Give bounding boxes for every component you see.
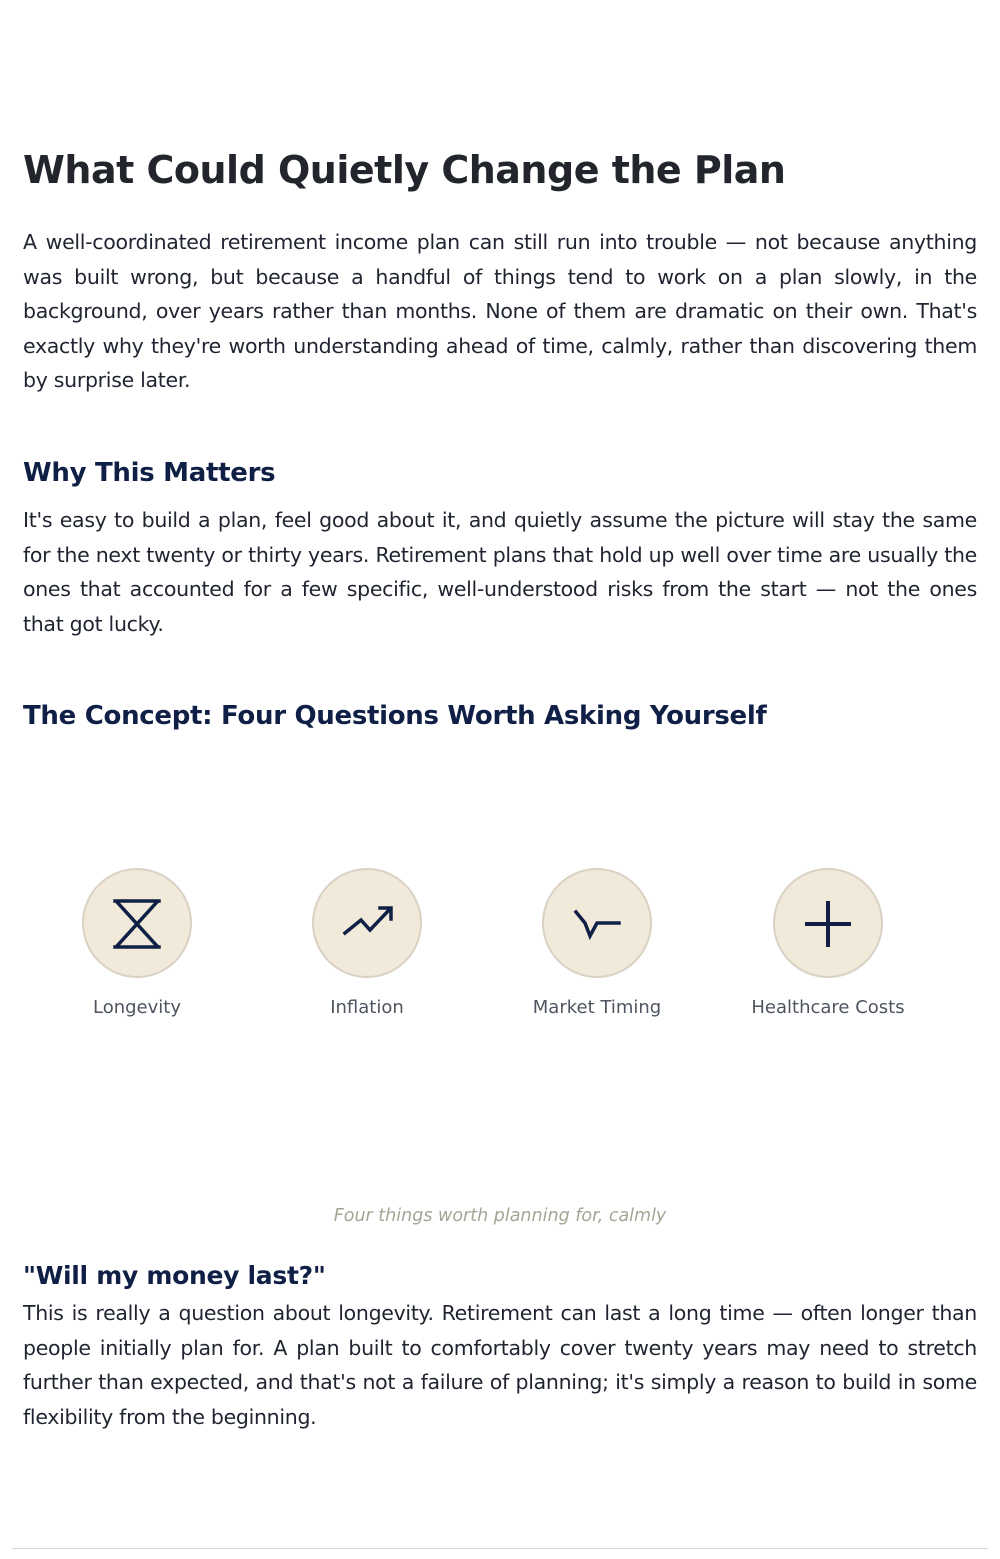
- concept-label: Healthcare Costs: [751, 997, 905, 1018]
- concept-icon-circle: [773, 868, 883, 978]
- concept-label: Inflation: [330, 997, 404, 1018]
- concept-label: Longevity: [93, 997, 181, 1018]
- concept-icon-circle: [82, 868, 192, 978]
- concept-icon-circle: [542, 868, 652, 978]
- concept-icon-circle: [312, 868, 422, 978]
- concept-heading: The Concept: Four Questions Worth Asking Yourself: [23, 701, 767, 731]
- why-heading: Why This Matters: [23, 458, 276, 488]
- figure-caption: Four things worth planning for, calmly: [333, 1206, 667, 1226]
- footer-divider: [12, 1548, 988, 1549]
- question-paragraph-longevity: This is really a question about longevity. Retirement can last a long time — often longer than people initially plan for. A plan built to comfortably cover twenty years may need to stretch further than expected, and that's not a failure of planning; it's simply a reason to build in some flexibility from the beginning.: [23, 1301, 977, 1429]
- question-heading-longevity: "Will my money last?": [23, 1261, 326, 1290]
- plus-icon: [775, 870, 881, 976]
- why-paragraph: It's easy to build a plan, feel good about it, and quietly assume the picture will stay the same for the next twenty or thirty years. Retirement plans that hold up well over time are usually the ones that accounted for a few specific, well-understood risks from the start — not the ones that got lucky.: [23, 508, 977, 636]
- hourglass-icon: [84, 870, 190, 976]
- concept-label: Market Timing: [532, 997, 662, 1018]
- pulse-icon: [544, 870, 650, 976]
- page-title: What Could Quietly Change the Plan: [23, 148, 786, 192]
- trend-up-icon: [314, 870, 420, 976]
- intro-paragraph: A well-coordinated retirement income plan can still run into trouble — not because anything was built wrong, but because a handful of things tend to work on a plan slowly, in the background, over years rather than months. None of them are dramatic on their own. That's exactly why they're worth understanding ahead of time, calmly, rather than discovering them by surprise later.: [23, 230, 977, 393]
